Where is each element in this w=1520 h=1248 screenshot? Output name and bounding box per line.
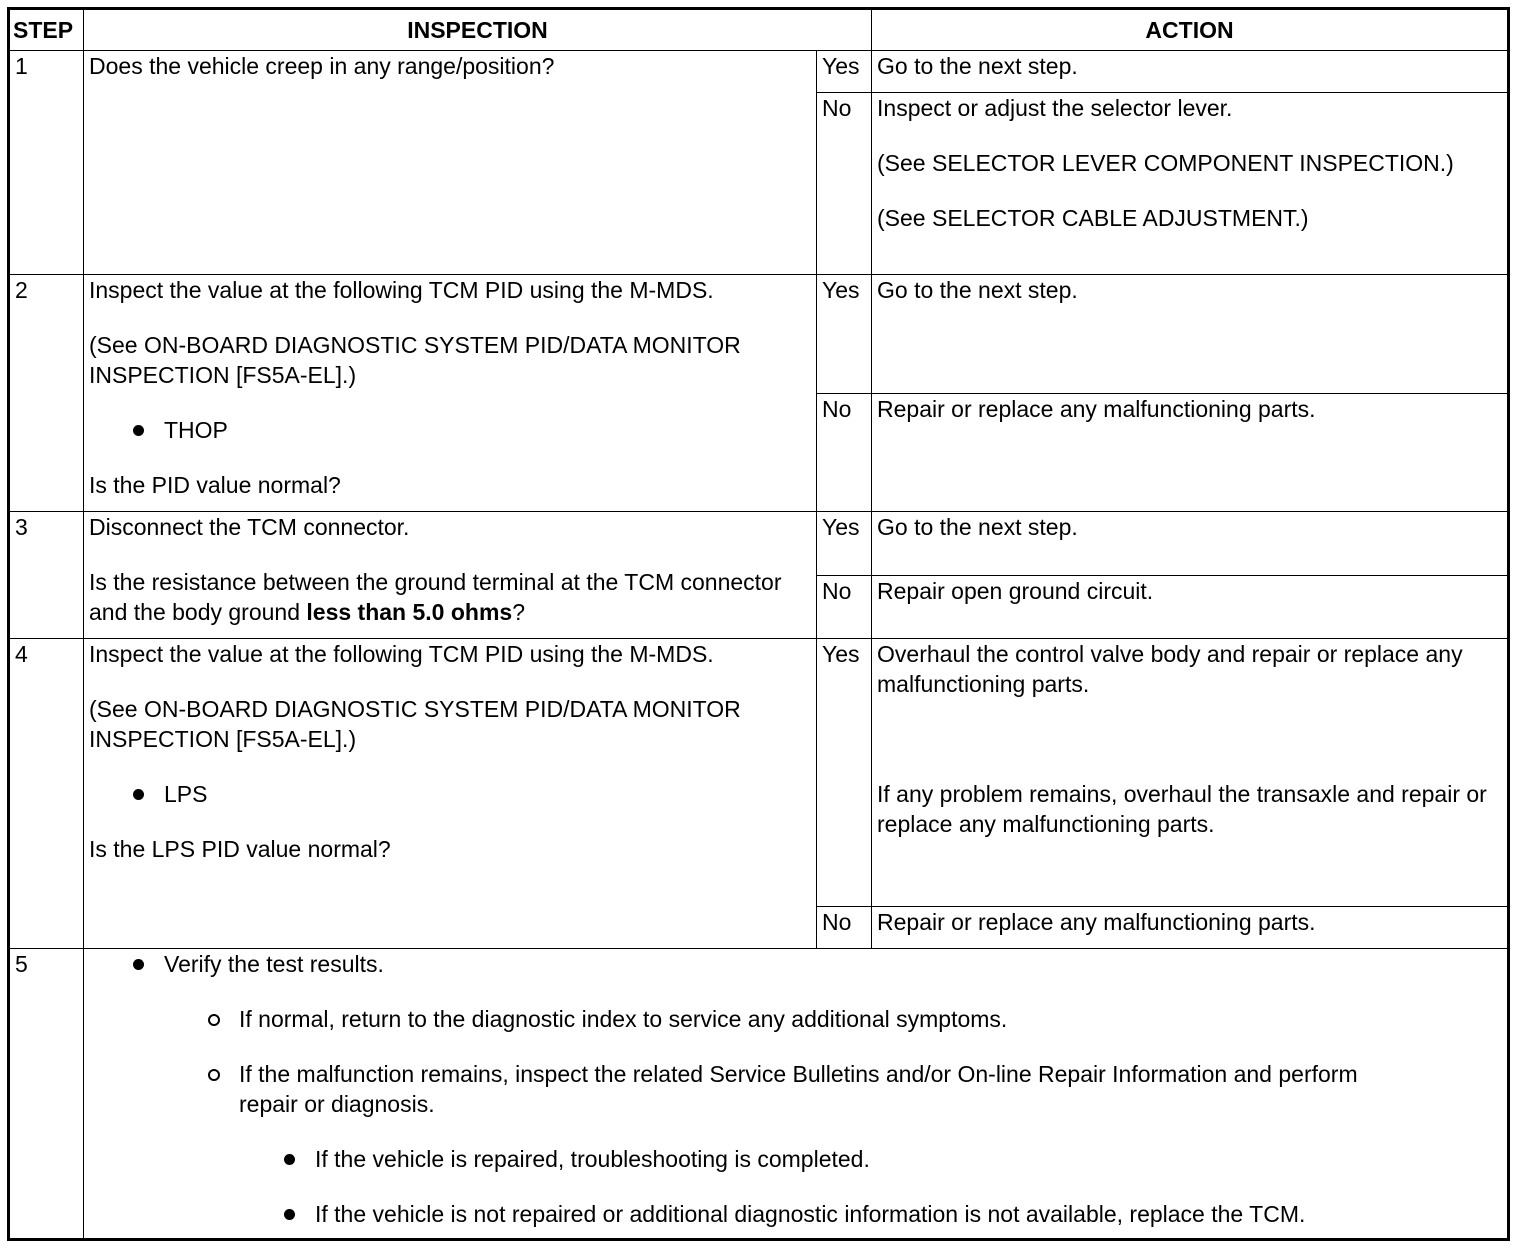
outcome-item: If the vehicle is not repaired or additional diagnostic information is not available, replace the TCM. bbox=[89, 1199, 1502, 1229]
action-text: Repair or replace any malfunctioning parts. bbox=[877, 909, 1316, 935]
step-4-no-action bbox=[872, 907, 1509, 949]
step-number: 2 bbox=[9, 275, 84, 512]
diagnostic-procedure-table bbox=[7, 7, 1510, 1241]
action-reference: (See SELECTOR CABLE ADJUSTMENT.) bbox=[877, 205, 1309, 231]
result-list bbox=[89, 1004, 1502, 1119]
no-label: No bbox=[817, 576, 872, 639]
step-3-yes-action bbox=[872, 512, 1509, 576]
repair-outcome-list bbox=[89, 1144, 1502, 1229]
action-text: If any problem remains, overhaul the transaxle and repair or replace any malfunctioning parts. bbox=[877, 781, 1487, 837]
question-mark: ? bbox=[512, 599, 526, 625]
action-text: Go to the next step. bbox=[877, 53, 1078, 79]
yes-label: Yes bbox=[817, 512, 872, 576]
no-label: No bbox=[817, 93, 872, 275]
action-text: Go to the next step. bbox=[877, 514, 1078, 540]
inspection-reference: (See ON-BOARD DIAGNOSTIC SYSTEM PID/DATA MONITOR INSPECTION [FS5A-EL].) bbox=[89, 696, 741, 752]
step-5-row bbox=[9, 949, 1509, 1240]
step-3-no-action bbox=[872, 576, 1509, 639]
step-number: 5 bbox=[9, 949, 84, 1240]
outcome-item: If the vehicle is repaired, troubleshooting is completed. bbox=[89, 1144, 1502, 1174]
header-inspection: INSPECTION bbox=[84, 9, 872, 51]
action-text: Repair open ground circuit. bbox=[877, 578, 1154, 604]
pid-list bbox=[89, 779, 811, 809]
inspection-reference: (See ON-BOARD DIAGNOSTIC SYSTEM PID/DATA MONITOR INSPECTION [FS5A-EL].) bbox=[89, 332, 741, 388]
result-item: If normal, return to the diagnostic index to service any additional symptoms. bbox=[89, 1004, 1502, 1034]
action-text: Overhaul the control valve body and repair or replace any malfunctioning parts. bbox=[877, 641, 1463, 697]
step-1-yes-row bbox=[9, 51, 1509, 93]
inspection-question: Is the LPS PID value normal? bbox=[89, 836, 391, 862]
step-1-no-action bbox=[872, 93, 1509, 275]
verify-item: Verify the test results. bbox=[89, 949, 1502, 979]
step-3-yes-row bbox=[9, 512, 1509, 576]
step-number: 4 bbox=[9, 639, 84, 949]
step-2-yes-action bbox=[872, 275, 1509, 394]
yes-label: Yes bbox=[817, 639, 872, 907]
action-text: Go to the next step. bbox=[877, 277, 1078, 303]
yes-label: Yes bbox=[817, 51, 872, 93]
inspection-text: Inspect the value at the following TCM PID using the M-MDS. bbox=[89, 641, 714, 667]
header-row bbox=[9, 9, 1509, 51]
inspection-question bbox=[89, 567, 811, 627]
pid-item: THOP bbox=[89, 415, 811, 445]
inspection-text: Inspect the value at the following TCM PID using the M-MDS. bbox=[89, 277, 714, 303]
step-2-inspection bbox=[84, 275, 817, 512]
pid-list bbox=[89, 415, 811, 445]
inspection-question: Is the PID value normal? bbox=[89, 472, 341, 498]
step-number: 1 bbox=[9, 51, 84, 275]
step-number: 3 bbox=[9, 512, 84, 639]
inspection-text: Disconnect the TCM connector. bbox=[89, 514, 410, 540]
step-2-no-action bbox=[872, 394, 1509, 512]
resistance-spec: less than 5.0 ohms bbox=[306, 599, 513, 625]
pid-item: LPS bbox=[89, 779, 811, 809]
no-label: No bbox=[817, 394, 872, 512]
no-label: No bbox=[817, 907, 872, 949]
result-item: If the malfunction remains, inspect the related Service Bulletins and/or On-line Repair Information and perform repair or diagnosis. bbox=[89, 1059, 1502, 1119]
step-3-inspection bbox=[84, 512, 817, 639]
header-step: STEP bbox=[9, 9, 84, 51]
step-4-yes-action bbox=[872, 639, 1509, 907]
action-text: Inspect or adjust the selector lever. bbox=[877, 95, 1233, 121]
step-2-yes-row bbox=[9, 275, 1509, 394]
inspection-text: Does the vehicle creep in any range/position? bbox=[89, 53, 555, 79]
yes-label: Yes bbox=[817, 275, 872, 394]
step-4-inspection bbox=[84, 639, 817, 949]
step-4-yes-row bbox=[9, 639, 1509, 907]
action-reference: (See SELECTOR LEVER COMPONENT INSPECTION.) bbox=[877, 150, 1454, 176]
action-text: Repair or replace any malfunctioning parts. bbox=[877, 396, 1316, 422]
step-5-content bbox=[84, 949, 1509, 1240]
step-1-yes-action bbox=[872, 51, 1509, 93]
question-text: Is the resistance between the ground terminal at the TCM connector and the body ground bbox=[89, 569, 782, 625]
step-1-inspection bbox=[84, 51, 817, 275]
header-action: ACTION bbox=[872, 9, 1509, 51]
verify-list bbox=[89, 949, 1502, 979]
